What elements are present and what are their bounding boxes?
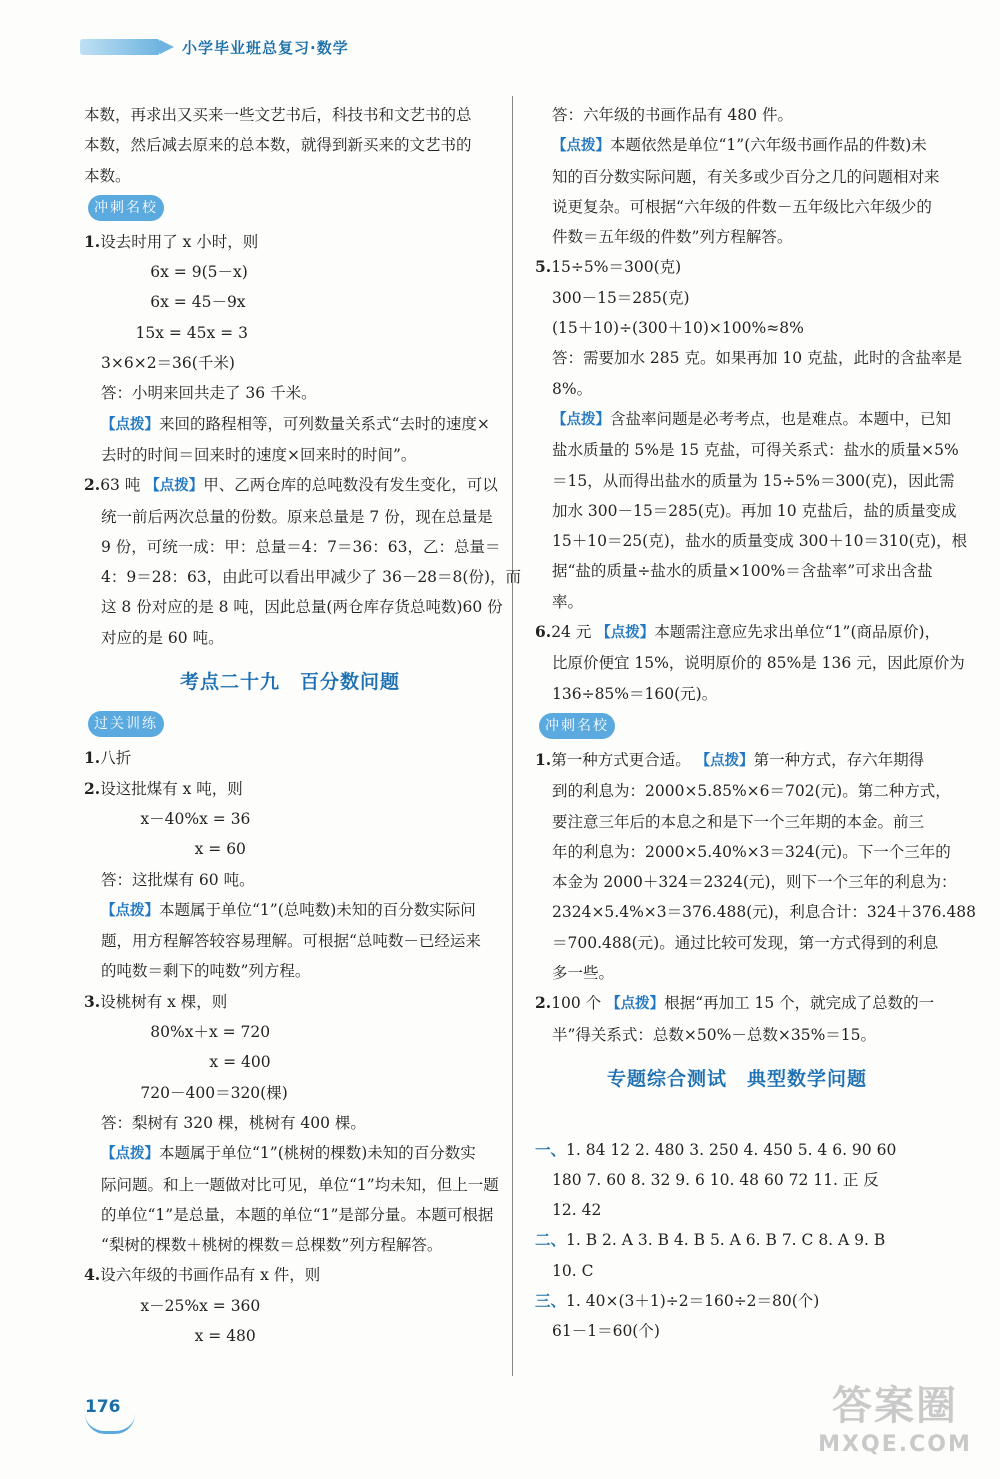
text-line bbox=[535, 404, 952, 435]
line-text: 设去时用了 x 小时，则 bbox=[100, 232, 259, 251]
line-text: 15÷5%＝300(克) bbox=[551, 258, 682, 277]
line-text: 720－400＝320(棵) bbox=[101, 1083, 288, 1102]
equation-line bbox=[84, 257, 496, 287]
hint-tag: 【点拨】 bbox=[101, 902, 159, 919]
section-badge-row bbox=[84, 707, 496, 743]
line-text: 15＋10＝25(克)，盐水的质量变成 300＋10＝310(克)，根 bbox=[552, 532, 968, 551]
line-text: 6x = 9(5－x) bbox=[101, 263, 248, 282]
text-line bbox=[84, 227, 496, 257]
text-line bbox=[535, 1195, 939, 1225]
text-line bbox=[84, 1200, 496, 1230]
line-text: x－25%x = 360 bbox=[101, 1296, 261, 1315]
line-text: (15＋10)÷(300＋10)×100%≈8% bbox=[552, 319, 804, 338]
section-title: 专题综合测试 典型数学问题 bbox=[606, 1067, 867, 1090]
text-line bbox=[84, 378, 496, 408]
hint-tag: 【点拨】 bbox=[552, 138, 610, 155]
hint-tag: 【点拨】 bbox=[145, 478, 204, 495]
line-text: 题，用方程解答较容易理解。可根据“总吨数－已经运来 bbox=[101, 932, 481, 951]
text-line bbox=[535, 928, 939, 958]
text-line bbox=[535, 745, 939, 776]
text-line bbox=[535, 556, 939, 586]
line-text: 180 7. 60 8. 32 9. 6 10. 48 60 72 11. 正 反 bbox=[552, 1170, 879, 1189]
text-line bbox=[84, 1170, 499, 1200]
text-line bbox=[84, 562, 521, 592]
line-text: 半”得关系式：总数×50%－总数×35%＝15。 bbox=[552, 1025, 877, 1044]
line-text: 去时的时间＝回来时的速度×回来时的时间”。 bbox=[101, 445, 417, 464]
page-header bbox=[80, 34, 349, 60]
text-line bbox=[84, 1230, 496, 1260]
line-text: 统一前后两次总量的份数。原来总量是 7 份，现在总量是 bbox=[101, 507, 493, 526]
text-line bbox=[84, 987, 496, 1017]
part-number: 一、 bbox=[535, 1139, 567, 1159]
item-number: 4. bbox=[84, 1265, 101, 1285]
item-number: 1. bbox=[84, 231, 101, 251]
text-line bbox=[535, 1225, 939, 1255]
text-line bbox=[535, 867, 957, 897]
text-line bbox=[84, 1108, 496, 1138]
text-line bbox=[535, 837, 951, 867]
line-text: 答：小明来回共走了 36 千米。 bbox=[101, 384, 317, 403]
text-line bbox=[535, 1286, 939, 1316]
line-text: 来回的路程相等，可列数量关系式“去时的速度× bbox=[159, 414, 490, 433]
watermark-text-bottom: MXQE.COM bbox=[818, 1432, 972, 1457]
text-line bbox=[535, 313, 939, 343]
line-text: 到的利息为：2000×5.85%×6＝702(元)。第二种方式， bbox=[552, 782, 951, 801]
line-text: 本数，再求出又买来一些文艺书后，科技书和文艺书的总 bbox=[84, 106, 472, 124]
equation-line bbox=[84, 1078, 496, 1108]
text-line bbox=[535, 776, 951, 806]
text-line bbox=[535, 1135, 939, 1165]
equation-line bbox=[84, 1047, 496, 1077]
line-text: 本数。 bbox=[84, 166, 131, 185]
line-text: 2324×5.4%×3＝376.488(元)，利息合计：324＋376.488 bbox=[552, 903, 977, 922]
part-number: 二、 bbox=[535, 1230, 567, 1250]
section-badge: 过关训练 bbox=[88, 711, 164, 737]
text-line bbox=[84, 956, 496, 986]
line-text: 设桃树有 x 棵，则 bbox=[100, 992, 228, 1011]
line-text: 含盐率问题是必考考点，也是难点。本题中，已知 bbox=[610, 409, 952, 428]
line-text: 第一种方式更合适。 bbox=[551, 750, 696, 769]
line-text: 年的利息为：2000×5.40%×3＝324(元)。下一个三年的 bbox=[552, 842, 951, 861]
text-line bbox=[535, 1256, 939, 1286]
line-text: 本题依然是单位“1”(六年级书画作品的件数)未 bbox=[610, 136, 927, 155]
line-text: 1. 84 12 2. 480 3. 250 4. 450 5. 4 6. 90 60 bbox=[566, 1140, 897, 1159]
line-text: “梨树的棵数＋桃树的棵数＝总棵数”列方程解答。 bbox=[101, 1236, 443, 1255]
line-text: 本数，然后减去原来的总本数，就得到新买来的文艺书的 bbox=[84, 136, 472, 155]
hint-tag: 【点拨】 bbox=[552, 411, 610, 428]
text-line bbox=[535, 466, 955, 496]
line-text: 本题需注意应先求出单位“1”(商品原价)， bbox=[654, 623, 941, 642]
line-text: 24 元 bbox=[551, 623, 597, 642]
line-text: 率。 bbox=[552, 592, 584, 611]
line-text: 本金为 2000＋324＝2324(元)，则下一个三年的利息为： bbox=[552, 873, 957, 892]
header-banner-icon bbox=[80, 39, 160, 55]
equation-line bbox=[84, 1321, 496, 1351]
equation-line bbox=[84, 1291, 496, 1321]
text-line bbox=[535, 897, 977, 927]
text-line bbox=[84, 743, 496, 773]
line-text: 6x = 45－9x bbox=[101, 293, 246, 312]
section-badge: 冲刺名校 bbox=[539, 713, 615, 739]
line-text: 100 个 bbox=[551, 994, 607, 1013]
item-number: 6. bbox=[535, 622, 552, 642]
line-text: 设这批煤有 x 吨，则 bbox=[100, 779, 243, 798]
line-text: 说更复杂。可根据“六年级的件数－五年级比六年级少的 bbox=[552, 197, 932, 216]
line-text: 本题属于单位“1”(总吨数)未知的百分数实际问 bbox=[159, 900, 476, 919]
line-text: x = 480 bbox=[101, 1326, 256, 1345]
line-text: 知的百分数实际问题，有关多或少百分之几的问题相对来 bbox=[552, 167, 940, 186]
text-line bbox=[535, 958, 939, 988]
line-text: x = 400 bbox=[101, 1053, 271, 1072]
line-text: 这 8 份对应的是 8 吨，因此总量(两仓库存货总吨数)60 份 bbox=[101, 598, 503, 617]
line-text: 对应的是 60 吨。 bbox=[101, 628, 224, 647]
column-divider bbox=[512, 96, 513, 1376]
line-text: 3×6×2＝36(千米) bbox=[101, 354, 235, 373]
part-number: 三、 bbox=[535, 1290, 567, 1310]
text-line bbox=[535, 374, 939, 404]
line-text: x－40%x = 36 bbox=[101, 809, 251, 828]
text-line bbox=[84, 348, 496, 378]
text-line bbox=[535, 1020, 939, 1050]
text-line bbox=[535, 988, 939, 1019]
text-line bbox=[84, 470, 496, 501]
line-text: 8%。 bbox=[552, 379, 593, 398]
text-line bbox=[84, 502, 496, 532]
item-number: 2. bbox=[535, 993, 552, 1013]
line-text: 63 吨 bbox=[100, 476, 146, 495]
text-line bbox=[535, 100, 939, 130]
text-line bbox=[535, 222, 939, 252]
line-text: 八折 bbox=[100, 749, 132, 768]
section-badge: 冲刺名校 bbox=[88, 195, 164, 221]
text-line bbox=[84, 100, 496, 130]
line-text: 12. 42 bbox=[552, 1201, 602, 1220]
line-text: 盐水质量的 5%是 15 克盐，可得关系式：盐水的质量×5% bbox=[552, 441, 959, 460]
text-line bbox=[84, 592, 503, 622]
text-line bbox=[84, 409, 496, 440]
text-line bbox=[535, 679, 939, 709]
section-title: 考点二十九 百分数问题 bbox=[179, 671, 400, 694]
item-number: 1. bbox=[84, 748, 101, 768]
line-text: ＝15，从而得出盐水的质量为 15÷5%＝300(克)，因此需 bbox=[552, 471, 955, 490]
item-number: 5. bbox=[535, 257, 552, 277]
line-text: 设六年级的书画作品有 x 件，则 bbox=[100, 1266, 321, 1285]
text-line bbox=[535, 807, 939, 837]
text-line bbox=[535, 162, 939, 192]
text-line bbox=[84, 161, 496, 191]
line-text: 第一种方式，存六年期得 bbox=[753, 750, 925, 769]
line-text: 61－1＝60(个) bbox=[552, 1322, 660, 1341]
line-text: 本题属于单位“1”(桃树的棵数)未知的百分数实 bbox=[159, 1144, 476, 1163]
line-text: ＝700.488(元)。通过比较可发现，第一方式得到的利息 bbox=[552, 933, 939, 952]
text-line bbox=[535, 587, 939, 617]
right-column bbox=[535, 100, 977, 1347]
text-line bbox=[84, 1138, 496, 1169]
line-text: 据“盐的质量÷盐水的质量×100%＝含盐率”可求出含盐 bbox=[552, 562, 933, 581]
hint-tag: 【点拨】 bbox=[101, 1146, 159, 1163]
line-text: 80%x＋x = 720 bbox=[101, 1023, 271, 1042]
text-line bbox=[84, 774, 496, 804]
text-line bbox=[84, 130, 496, 160]
page-number: 176 bbox=[85, 1397, 135, 1434]
line-text: 比原价便宜 15%，说明原价的 85%是 136 元，因此原价为 bbox=[552, 654, 965, 673]
line-text: 要注意三年后的本息之和是下一个三年期的本金。前三 bbox=[552, 812, 925, 831]
hint-tag: 【点拨】 bbox=[101, 416, 159, 433]
text-line bbox=[535, 1316, 939, 1346]
line-text: 答：六年级的书画作品有 480 件。 bbox=[552, 106, 793, 124]
line-text: 1. 40×(3＋1)÷2＝160÷2＝80(个) bbox=[566, 1291, 820, 1310]
line-text: 的单位“1”是总量，本题的单位“1”是部分量。本题可根据 bbox=[101, 1205, 494, 1224]
line-text: 9 份，可统一成：甲：总量＝4：7＝36：63，乙：总量＝ bbox=[101, 537, 501, 556]
text-line bbox=[535, 192, 939, 222]
item-number: 3. bbox=[84, 991, 101, 1011]
blank-line bbox=[535, 1104, 939, 1134]
equation-line bbox=[84, 804, 496, 834]
text-line bbox=[535, 1165, 939, 1195]
item-number: 2. bbox=[84, 778, 101, 798]
text-line bbox=[84, 926, 496, 956]
line-text: 答：梨树有 320 棵，桃树有 400 棵。 bbox=[101, 1113, 366, 1132]
text-line bbox=[535, 130, 939, 161]
line-text: 根据“再加工 15 个，就完成了总数的一 bbox=[664, 994, 935, 1013]
line-text: 加水 300－15＝285(克)。再加 10 克盐后，盐的质量变成 bbox=[552, 501, 957, 520]
line-text: 10. C bbox=[552, 1261, 594, 1280]
watermark-text-top: 答案圈 bbox=[832, 1383, 958, 1429]
text-line bbox=[84, 865, 496, 895]
hint-tag: 【点拨】 bbox=[695, 752, 754, 769]
text-line bbox=[535, 435, 959, 465]
line-text: 多一些。 bbox=[552, 964, 615, 983]
line-text: 件数＝五年级的件数”列方程解答。 bbox=[552, 228, 793, 247]
line-text: 际问题。和上一题做对比可见，单位“1”均未知，但上一题 bbox=[101, 1175, 499, 1194]
text-line bbox=[535, 343, 963, 373]
text-line bbox=[84, 440, 496, 470]
hint-tag: 【点拨】 bbox=[606, 996, 665, 1013]
line-text: x = 60 bbox=[101, 840, 246, 859]
line-text: 甲、乙两仓库的总吨数没有发生变化，可以 bbox=[203, 476, 498, 495]
line-text: 答：这批煤有 60 吨。 bbox=[101, 870, 255, 889]
line-text: 136÷85%＝160(元)。 bbox=[552, 684, 718, 703]
equation-line bbox=[84, 318, 496, 348]
equation-line bbox=[84, 287, 496, 317]
equation-line bbox=[84, 834, 496, 864]
text-line bbox=[535, 648, 965, 678]
text-line bbox=[84, 895, 496, 926]
item-number: 2. bbox=[84, 475, 101, 495]
watermark-logo bbox=[800, 1380, 990, 1475]
item-number: 1. bbox=[535, 749, 552, 769]
left-column bbox=[84, 100, 521, 1351]
text-line bbox=[84, 532, 501, 562]
line-text: 答：需要加水 285 克。如果再加 10 克盐，此时的含盐率是 bbox=[552, 349, 963, 368]
hint-tag: 【点拨】 bbox=[596, 625, 655, 642]
text-line bbox=[535, 496, 957, 526]
equation-line bbox=[84, 1017, 496, 1047]
line-text: 300－15＝285(克) bbox=[552, 288, 690, 307]
text-line bbox=[535, 526, 968, 556]
line-text: 的吨数＝剩下的吨数”列方程。 bbox=[101, 962, 311, 981]
line-text: 1. B 2. A 3. B 4. B 5. A 6. B 7. C 8. A 9. B bbox=[566, 1231, 886, 1250]
header-title: 小学毕业班总复习·数学 bbox=[182, 38, 349, 57]
text-line bbox=[535, 252, 939, 282]
text-line bbox=[84, 623, 496, 653]
text-line bbox=[535, 283, 939, 313]
text-line bbox=[535, 617, 939, 648]
line-text: 4：9＝28：63，由此可以看出甲减少了 36－28＝8(份)，而 bbox=[101, 568, 521, 587]
section-badge-row bbox=[535, 709, 939, 745]
text-line bbox=[84, 1260, 496, 1290]
section-badge-row bbox=[84, 191, 496, 227]
line-text: 15x = 45x = 3 bbox=[101, 323, 248, 342]
